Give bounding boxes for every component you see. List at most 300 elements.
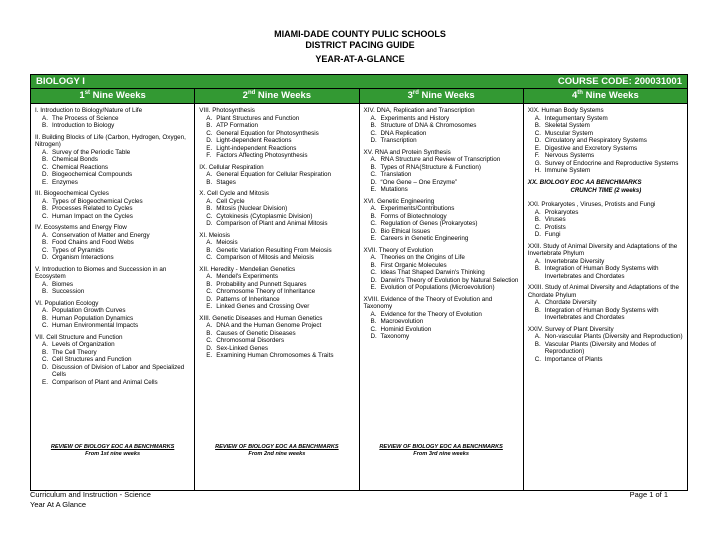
topic-letter: C. bbox=[534, 355, 542, 363]
topic-text: Discussion of Division of Labor and Specialized Cells bbox=[52, 363, 185, 378]
topic-item bbox=[35, 122, 191, 130]
topic-item bbox=[364, 277, 520, 285]
topic-text: Evolution of Populations (Microevolution) bbox=[380, 284, 495, 291]
quarter-column bbox=[360, 104, 524, 490]
topic-letter: E. bbox=[370, 235, 377, 242]
topic-text: Types of RNA(Structure & Function) bbox=[380, 163, 481, 171]
topic-letter: B. bbox=[42, 288, 48, 295]
topic-letter: A. bbox=[206, 171, 213, 178]
review-note bbox=[360, 444, 523, 458]
topic-letter: A. bbox=[42, 280, 48, 288]
topic-item bbox=[199, 220, 355, 228]
unit-title: XIX. Human Body Systems bbox=[527, 107, 604, 114]
topic-text: Introduction to Biology bbox=[52, 122, 115, 129]
topic-letter: D. bbox=[370, 333, 377, 340]
topic-text: Food Chains and Food Webs bbox=[52, 239, 134, 246]
unit-title: VIII. Photosynthesis bbox=[199, 107, 255, 114]
topic-item bbox=[35, 247, 191, 255]
topic-text: Protists bbox=[544, 223, 566, 231]
topic-letter: C. bbox=[206, 212, 213, 220]
topic-letter: F. bbox=[206, 152, 212, 159]
topic-text: Darwin's Theory of Evolution by Natural Selection bbox=[380, 276, 519, 284]
topic-item bbox=[35, 205, 191, 213]
unit-block bbox=[364, 247, 520, 292]
topic-item bbox=[199, 239, 355, 247]
topic-text: Population Growth Curves bbox=[52, 307, 126, 314]
topic-letter: D. bbox=[206, 344, 213, 352]
topic-item bbox=[199, 281, 355, 289]
topic-text: Regulation of Genes (Prokaryotes) bbox=[380, 220, 478, 227]
topic-text: The Process of Science bbox=[52, 114, 119, 122]
topic-item bbox=[364, 235, 520, 243]
unit-block bbox=[35, 300, 191, 330]
topic-item bbox=[364, 130, 520, 138]
topic-text: Levels of Organization bbox=[52, 341, 115, 348]
topic-letter: D. bbox=[206, 295, 213, 303]
topic-letter: E. bbox=[534, 144, 541, 152]
topic-item bbox=[35, 322, 191, 330]
header-line-2: DISTRICT PACING GUIDE bbox=[305, 40, 415, 50]
topic-item bbox=[199, 122, 355, 130]
topic-letter: B. bbox=[534, 340, 541, 348]
topic-letter: B. bbox=[42, 122, 48, 129]
unit-title: XVI. Genetic Engineering bbox=[363, 197, 435, 205]
topic-item bbox=[364, 262, 520, 270]
topic-item bbox=[199, 345, 355, 353]
topic-text: Factors Affecting Photosynthesis bbox=[216, 152, 308, 159]
topic-item bbox=[35, 171, 191, 179]
topic-text: Cell Cycle bbox=[216, 197, 245, 205]
topic-text: Types of Biogeochemical Cycles bbox=[52, 197, 143, 205]
topic-item bbox=[35, 149, 191, 157]
topic-item bbox=[35, 364, 191, 379]
unit-block bbox=[199, 232, 355, 262]
topic-text: Processes Related to Cycles bbox=[52, 205, 133, 212]
quarter-column bbox=[195, 104, 359, 490]
topic-text: Light-independent Reactions bbox=[216, 144, 297, 152]
topic-item bbox=[528, 307, 684, 322]
topic-letter: B. bbox=[534, 122, 541, 129]
topic-item bbox=[528, 152, 684, 160]
unit-title: XIII. Genetic Diseases and Human Genetics bbox=[199, 314, 323, 322]
unit-title: XXIII. Study of Animal Diversity and Adaptations of the Chordate Phylum bbox=[527, 284, 679, 299]
topic-text: Careers in Genetic Engineering bbox=[380, 235, 469, 242]
topic-letter: D. bbox=[206, 220, 213, 227]
topic-text: Human Impact on the Cycles bbox=[52, 212, 133, 220]
topic-letter: C. bbox=[534, 223, 542, 231]
topic-text: Macroevolution bbox=[380, 318, 424, 325]
topic-text: Succession bbox=[52, 288, 85, 295]
topic-text: Human Population Dynamics bbox=[52, 314, 134, 322]
topic-letter: F. bbox=[534, 152, 540, 159]
topic-text: Experiments/Contributions bbox=[380, 205, 455, 212]
topic-text: Comparison of Plant and Animal Mitosis bbox=[216, 220, 328, 227]
topic-item bbox=[35, 379, 191, 387]
course-name: BIOLOGY I bbox=[36, 76, 85, 87]
unit-block bbox=[528, 326, 684, 364]
quarter-column bbox=[31, 104, 195, 490]
topic-letter: E. bbox=[370, 186, 377, 193]
unit-title: XVII. Theory of Evolution bbox=[363, 246, 434, 254]
topic-text: Structure of DNA & Chromosomes bbox=[380, 122, 477, 129]
topic-text: Examining Human Chromosomes & Traits bbox=[216, 352, 334, 359]
unit-title: XXIV. Survey of Plant Diversity bbox=[527, 325, 614, 333]
topic-letter: B. bbox=[206, 246, 213, 254]
footer-line-1: Curriculum and Instruction - Science bbox=[30, 490, 151, 499]
quarter-header-row bbox=[31, 89, 687, 104]
topic-text: ATP Formation bbox=[216, 122, 259, 129]
topic-letter: A. bbox=[534, 257, 541, 265]
topic-item bbox=[35, 213, 191, 221]
topic-letter: A. bbox=[206, 239, 213, 246]
review-note bbox=[195, 444, 358, 458]
document-header bbox=[0, 29, 720, 65]
topic-text: Light-dependent Reactions bbox=[216, 137, 292, 144]
topic-letter: D. bbox=[534, 231, 542, 238]
topic-letter: E. bbox=[42, 178, 48, 186]
topic-letter: D. bbox=[42, 254, 49, 261]
topic-item bbox=[364, 326, 520, 334]
topic-letter: A. bbox=[42, 114, 48, 122]
unit-block bbox=[199, 107, 355, 160]
topic-letter: B. bbox=[206, 329, 213, 337]
topic-letter: E. bbox=[42, 378, 48, 386]
topic-text: Translation bbox=[380, 171, 412, 178]
unit-block bbox=[35, 190, 191, 220]
quarter-header: 1st Nine Weeks bbox=[31, 89, 195, 103]
topic-text: Biogeochemical Compounds bbox=[52, 171, 133, 178]
topic-text: Importance of Plants bbox=[544, 355, 603, 363]
topic-letter: D. bbox=[206, 137, 213, 144]
topic-letter: A. bbox=[42, 231, 48, 239]
unit-title: I. Introduction to Biology/Nature of Life bbox=[35, 107, 143, 114]
topic-text: Transcription bbox=[380, 137, 417, 144]
topic-item bbox=[364, 115, 520, 123]
topic-item bbox=[528, 122, 684, 130]
topic-text: Patterns of Inheritance bbox=[216, 295, 280, 303]
topic-text: First Organic Molecules bbox=[380, 261, 447, 269]
topic-item bbox=[199, 247, 355, 255]
review-scope: From 1st nine weeks bbox=[85, 451, 141, 457]
topic-item bbox=[528, 258, 684, 266]
header-line-1: MIAMI-DADE COUNTY PULIC SCHOOLS bbox=[274, 29, 446, 39]
topic-letter: B. bbox=[206, 205, 213, 212]
course-code: COURSE CODE: 200031001 bbox=[557, 76, 682, 87]
topic-item bbox=[364, 311, 520, 319]
topic-item bbox=[35, 349, 191, 357]
unit-block bbox=[364, 296, 520, 341]
pacing-table bbox=[30, 74, 688, 491]
topic-item bbox=[364, 179, 520, 187]
topic-letter: D. bbox=[534, 137, 542, 144]
topic-letter: C. bbox=[206, 254, 213, 261]
topic-text: Non-vascular Plants (Diversity and Reproduction) bbox=[544, 333, 683, 340]
topic-text: Meiosis bbox=[216, 239, 238, 246]
review-title: REVIEW OF BIOLOGY EOC AA BENCHMARKS bbox=[379, 444, 503, 450]
topic-text: Chromosome Theory of Inheritance bbox=[216, 288, 316, 295]
topic-letter: A. bbox=[42, 148, 48, 156]
unit-title: VII. Cell Structure and Function bbox=[35, 333, 123, 341]
topic-item bbox=[199, 115, 355, 123]
topic-letter: D. bbox=[370, 178, 377, 186]
unit-title: V. Introduction to Biomes and Succession in an Ecosystem bbox=[35, 265, 167, 280]
topic-letter: E. bbox=[206, 352, 213, 359]
topic-letter: A. bbox=[370, 310, 377, 318]
topic-letter: A. bbox=[370, 254, 377, 261]
topic-letter: B. bbox=[370, 212, 377, 220]
topic-letter: B. bbox=[370, 318, 377, 325]
topic-item bbox=[35, 281, 191, 289]
topic-item bbox=[199, 296, 355, 304]
topic-text: Hominid Evolution bbox=[380, 325, 432, 333]
topic-text: Mitosis (Nuclear Division) bbox=[216, 205, 288, 212]
unit-block bbox=[364, 198, 520, 243]
topic-text: Ideas That Shaped Darwin's Thinking bbox=[380, 269, 485, 276]
topic-text: Theories on the Origins of Life bbox=[380, 254, 465, 261]
unit-title: XVIII. Evidence of the Theory of Evolution and Taxonomy bbox=[363, 295, 493, 310]
topic-item bbox=[528, 333, 684, 341]
topic-text: Fungi bbox=[544, 231, 561, 238]
topic-letter: C. bbox=[206, 129, 213, 137]
course-bar bbox=[31, 75, 687, 89]
topic-letter: A. bbox=[370, 205, 377, 212]
topic-letter: A. bbox=[534, 299, 541, 306]
topic-letter: B. bbox=[370, 261, 377, 269]
topic-text: Mendel's Experiments bbox=[216, 273, 278, 280]
topic-item bbox=[199, 171, 355, 179]
topic-item bbox=[528, 224, 684, 232]
topic-text: Organism Interactions bbox=[52, 254, 114, 261]
topic-text: Comparison of Mitosis and Meiosis bbox=[216, 254, 314, 261]
unit-block bbox=[35, 134, 191, 187]
topic-letter: C. bbox=[42, 246, 49, 254]
topic-item bbox=[364, 122, 520, 130]
topic-item bbox=[364, 205, 520, 213]
quarter-columns bbox=[31, 104, 687, 490]
topic-letter: B. bbox=[370, 122, 377, 129]
topic-letter: C. bbox=[42, 356, 49, 363]
topic-item bbox=[35, 315, 191, 323]
topic-item bbox=[199, 198, 355, 206]
topic-item bbox=[364, 171, 520, 179]
topic-text: Comparison of Plant and Animal Cells bbox=[52, 378, 158, 386]
topic-letter: B. bbox=[370, 163, 377, 171]
topic-item bbox=[35, 254, 191, 262]
unit-title: XV. RNA and Protein Synthesis bbox=[363, 148, 451, 156]
topic-text: Stages bbox=[216, 178, 236, 186]
topic-letter: A. bbox=[42, 341, 48, 348]
topic-letter: C. bbox=[206, 288, 213, 295]
topic-letter: C. bbox=[370, 171, 377, 178]
topic-letter: E. bbox=[370, 284, 377, 291]
topic-item bbox=[528, 216, 684, 224]
review-note bbox=[31, 444, 194, 458]
topic-letter: A. bbox=[534, 208, 541, 216]
topic-text: Forms of Biotechnology bbox=[380, 212, 447, 220]
topic-item bbox=[35, 198, 191, 206]
unit-block bbox=[199, 266, 355, 311]
topic-letter: C. bbox=[42, 163, 49, 171]
topic-item bbox=[528, 160, 684, 168]
topic-item bbox=[199, 330, 355, 338]
topic-letter: B. bbox=[534, 265, 541, 272]
unit-block bbox=[35, 334, 191, 387]
topic-text: Linked Genes and Crossing Over bbox=[216, 303, 310, 310]
topic-text: The Cell Theory bbox=[52, 348, 97, 356]
topic-item bbox=[199, 303, 355, 311]
unit-block bbox=[35, 224, 191, 262]
topic-letter: A. bbox=[42, 307, 48, 314]
topic-item bbox=[35, 164, 191, 172]
topic-item bbox=[35, 179, 191, 187]
topic-item bbox=[364, 156, 520, 164]
topic-text: Nervous Systems bbox=[544, 152, 595, 159]
topic-letter: D. bbox=[370, 276, 377, 284]
topic-letter: G. bbox=[534, 159, 542, 167]
topic-text: Sex-Linked Genes bbox=[216, 344, 269, 352]
unit-title: XXII. Study of Animal Diversity and Adaptations of the Invertebrate Phylum bbox=[527, 242, 678, 257]
review-title: REVIEW OF BIOLOGY EOC AA BENCHMARKS bbox=[50, 444, 175, 450]
review-scope: From 2nd nine weeks bbox=[248, 451, 306, 457]
topic-text: General Equation for Photosynthesis bbox=[216, 129, 319, 137]
review-scope: From 3rd nine weeks bbox=[413, 451, 469, 457]
topic-item bbox=[199, 288, 355, 296]
topic-item bbox=[35, 239, 191, 247]
topic-letter: B. bbox=[42, 156, 48, 163]
topic-text: Types of Pyramids bbox=[52, 246, 104, 254]
footer-left bbox=[30, 490, 151, 510]
topic-item bbox=[364, 164, 520, 172]
unit-title: XII. Heredity - Mendelian Genetics bbox=[199, 265, 296, 273]
topic-item bbox=[364, 333, 520, 341]
unit-title: VI. Population Ecology bbox=[35, 299, 99, 307]
topic-item bbox=[35, 156, 191, 164]
unit-title: X. Cell Cycle and Mitosis bbox=[199, 190, 269, 197]
topic-item bbox=[35, 232, 191, 240]
topic-letter: B. bbox=[206, 178, 213, 186]
topic-letter: D. bbox=[42, 171, 49, 178]
topic-text: Chemical Reactions bbox=[52, 163, 108, 171]
topic-text: “One Gene – One Enzyme” bbox=[380, 178, 458, 186]
unit-block bbox=[199, 164, 355, 187]
topic-text: DNA and the Human Genome Project bbox=[216, 322, 322, 329]
topic-text: Viruses bbox=[544, 216, 566, 223]
topic-text: Probability and Punnett Squares bbox=[216, 280, 307, 288]
unit-title: II. Building Blocks of Life (Carbon, Hydrogen, Oxygen, Nitrogen) bbox=[35, 133, 186, 148]
topic-text: Bio Ethical Issues bbox=[380, 227, 431, 235]
topic-letter: E. bbox=[206, 144, 213, 152]
topic-text: Chromosomal Disorders bbox=[216, 337, 285, 344]
unit-block bbox=[364, 149, 520, 194]
unit-note: CRUNCH TIME (2 weeks) bbox=[570, 188, 642, 194]
topic-text: Survey of Endocrine and Reproductive Systems bbox=[544, 159, 679, 167]
topic-letter: B. bbox=[206, 122, 213, 129]
topic-item bbox=[528, 145, 684, 153]
topic-letter: A. bbox=[206, 197, 213, 205]
topic-text: Chemical Bonds bbox=[52, 156, 98, 163]
unit-title: XIV. DNA, Replication and Transcription bbox=[363, 107, 475, 114]
topic-text: Evidence for the Theory of Evolution bbox=[380, 310, 482, 318]
unit-block bbox=[199, 190, 355, 228]
unit-title: XX. BIOLOGY EOC AA BENCHMARKS bbox=[527, 178, 642, 186]
topic-text: Chordate Diversity bbox=[544, 299, 597, 306]
topic-letter: B. bbox=[42, 348, 48, 356]
topic-item bbox=[528, 209, 684, 217]
topic-item bbox=[199, 273, 355, 281]
topic-letter: B. bbox=[42, 239, 48, 246]
unit-block bbox=[35, 107, 191, 130]
topic-text: Genetic Variation Resulting From Meiosis bbox=[216, 246, 332, 254]
topic-item bbox=[199, 337, 355, 345]
topic-item bbox=[199, 205, 355, 213]
topic-item bbox=[528, 137, 684, 145]
topic-item bbox=[528, 265, 684, 280]
topic-text: Human Environmental Impacts bbox=[52, 322, 139, 329]
topic-item bbox=[364, 284, 520, 292]
topic-text: Invertebrate Diversity bbox=[544, 257, 605, 265]
topic-letter: A. bbox=[534, 333, 541, 340]
topic-item bbox=[35, 307, 191, 315]
topic-item bbox=[364, 269, 520, 277]
unit-block bbox=[528, 243, 684, 281]
topic-letter: C. bbox=[206, 337, 213, 344]
topic-item bbox=[35, 115, 191, 123]
unit-block bbox=[364, 107, 520, 145]
topic-item bbox=[364, 186, 520, 194]
topic-text: Taxonomy bbox=[380, 333, 410, 340]
topic-text: Immune System bbox=[544, 167, 591, 174]
topic-letter: D. bbox=[370, 227, 377, 235]
topic-item bbox=[364, 228, 520, 236]
topic-text: Causes of Genetic Diseases bbox=[216, 329, 296, 337]
topic-item bbox=[528, 115, 684, 123]
topic-item bbox=[528, 356, 684, 364]
topic-letter: B. bbox=[206, 280, 213, 288]
topic-text: Skeletal System bbox=[544, 122, 590, 129]
topic-text: Integration of Human Body Systems with Invertebrates and Chordates bbox=[544, 265, 659, 280]
topic-letter: A. bbox=[206, 114, 213, 122]
topic-text: Circulatory and Respiratory Systems bbox=[544, 137, 647, 144]
topic-text: Biomes bbox=[52, 280, 73, 288]
footer-page: Page 1 of 1 bbox=[629, 490, 668, 499]
quarter-header: 2nd Nine Weeks bbox=[195, 89, 359, 103]
topic-item bbox=[528, 130, 684, 138]
unit-block bbox=[528, 179, 684, 196]
header-line-3: YEAR-AT-A-GLANCE bbox=[315, 54, 405, 64]
topic-item bbox=[199, 254, 355, 262]
topic-letter: H. bbox=[534, 167, 542, 174]
topic-item bbox=[528, 231, 684, 239]
topic-text: Survey of the Periodic Table bbox=[52, 148, 131, 156]
topic-text: Cell Structures and Function bbox=[52, 356, 132, 363]
topic-item bbox=[199, 152, 355, 160]
unit-title: III. Biogeochemical Cycles bbox=[35, 190, 109, 197]
topic-item bbox=[199, 322, 355, 330]
topic-letter: C. bbox=[370, 129, 377, 137]
topic-item bbox=[364, 318, 520, 326]
quarter-column bbox=[524, 104, 687, 490]
topic-letter: C. bbox=[370, 220, 377, 227]
topic-letter: C. bbox=[370, 325, 377, 333]
unit-title: XXI. Prokaryotes , Viruses, Protists and Fungi bbox=[527, 201, 656, 208]
unit-title: IV. Ecosystems and Energy Flow bbox=[35, 224, 127, 231]
topic-item bbox=[35, 356, 191, 364]
unit-block bbox=[528, 284, 684, 322]
unit-title: IX. Cellular Respiration bbox=[199, 163, 264, 171]
topic-text: Enzymes bbox=[52, 178, 78, 186]
quarter-header: 3rd Nine Weeks bbox=[360, 89, 524, 103]
topic-item bbox=[35, 288, 191, 296]
